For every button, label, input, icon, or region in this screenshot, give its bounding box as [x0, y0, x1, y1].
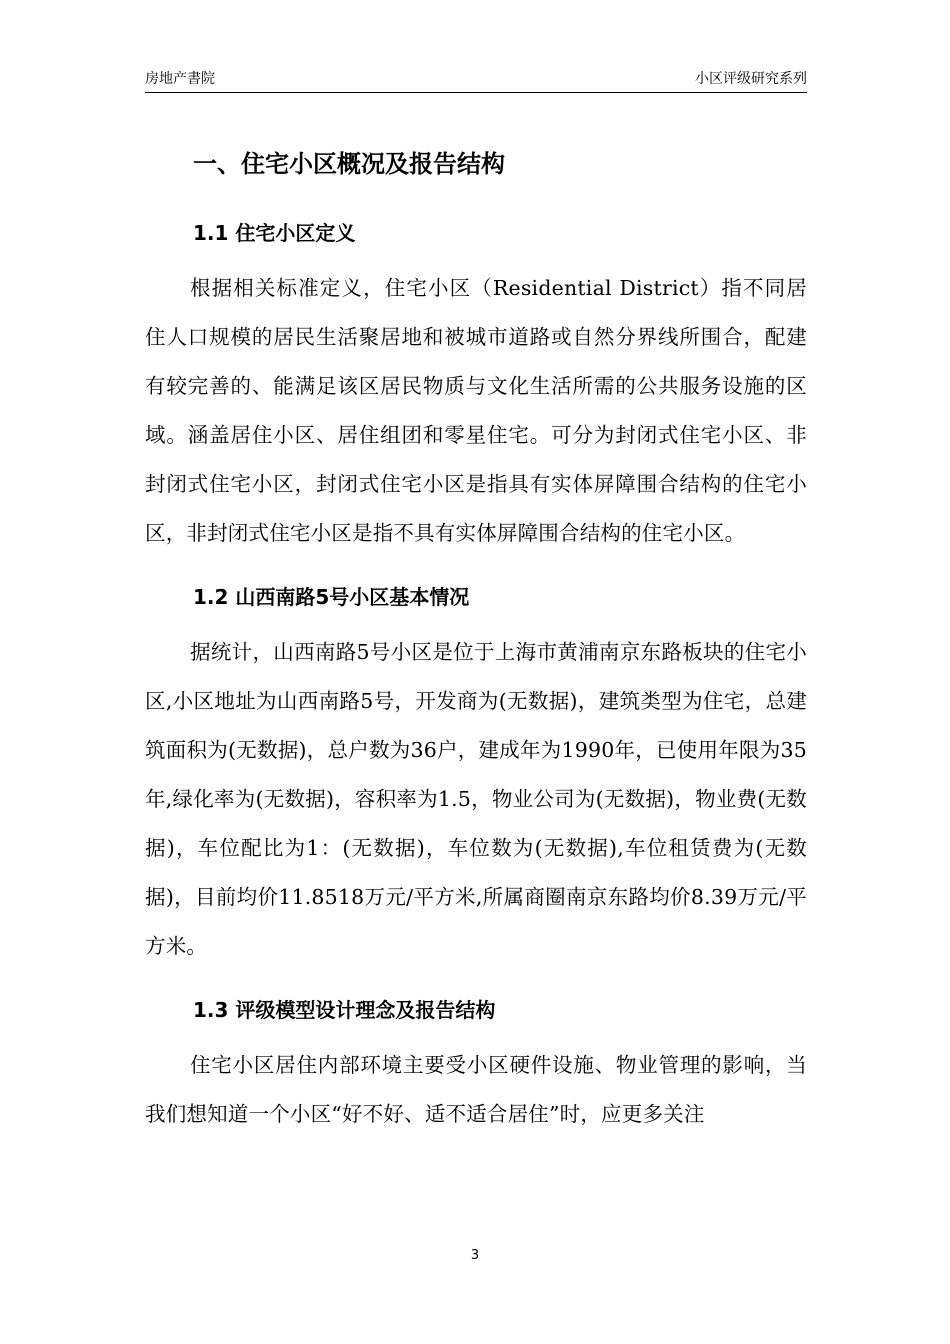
paragraph-basic-info: 据统计，山西南路5号小区是位于上海市黄浦南京东路板块的住宅小区,小区地址为山西南路5号，开发商为(无数据)，建筑类型为住宅，总建筑面积为(无数据)，总户数为36户，建成年为1990年，已使用年限为35年,绿化率为(无数据)，容积率为1.5，物业公司为(无数据)，物业费(无数据)，车位配比为1：(无数据)，车位数为(无数据),车位租赁费为(无数据)，目前均价11.8518万元/平方米,所属商圈南京东路均价8.39万元/平方米。 — [145, 640, 807, 958]
paragraph-model-design: 住宅小区居住内部环境主要受小区硬件设施、物业管理的影响，当我们想知道一个小区“好不好、适不适合居住”时，应更多关注 — [145, 1053, 807, 1126]
subsection-heading-1-3: 1.3 评级模型设计理念及报告结构 — [193, 998, 496, 1022]
subsection-heading-1-2: 1.2 山西南路5号小区基本情况 — [193, 585, 470, 609]
section-title: 一、住宅小区概况及报告结构 — [193, 150, 505, 178]
document-body — [145, 140, 807, 1139]
header-series-title: 小区评级研究系列 — [695, 71, 807, 87]
page-header — [145, 64, 807, 93]
page-number: 3 — [470, 1248, 480, 1263]
header-publisher: 房地产書院 — [145, 71, 215, 87]
paragraph-definition: 根据相关标准定义，住宅小区（Residential District）指不同居住人口规模的居民生活聚居地和被城市道路或自然分界线所围合，配建有较完善的、能满足该区居民物质与文化生活所需的公共服务设施的区域。涵盖居住小区、居住组团和零星住宅。可分为封闭式住宅小区、非封闭式住宅小区，封闭式住宅小区是指具有实体屏障围合结构的住宅小区，非封闭式住宅小区是指不具有实体屏障围合结构的住宅小区。 — [145, 276, 807, 545]
subsection-heading-1-1: 1.1 住宅小区定义 — [193, 221, 356, 245]
